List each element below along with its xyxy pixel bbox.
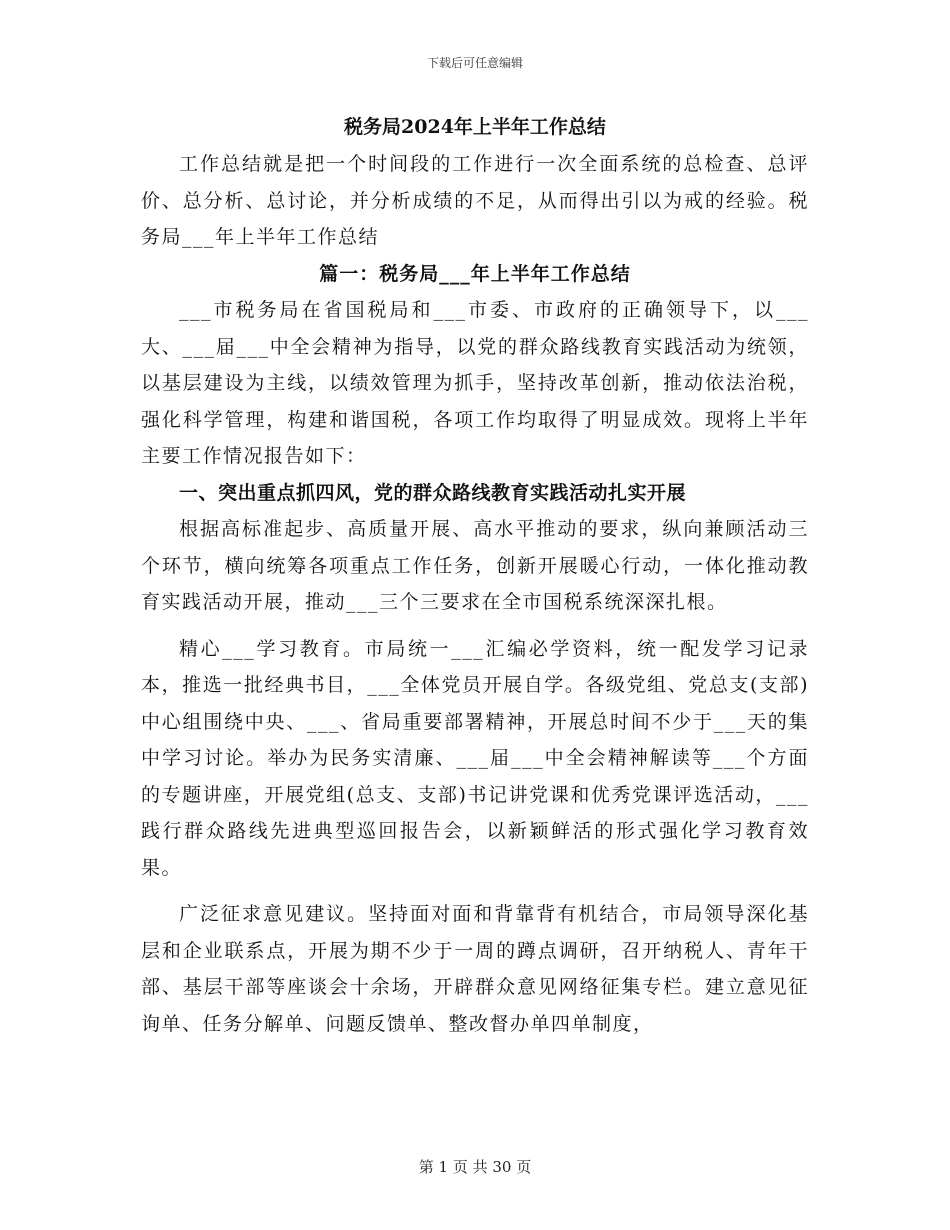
paragraph-1: ___市税务局在省国税局和___市委、市政府的正确领导下，以___大、___届___中全会精神为指导，以党的群众路线教育实践活动为统领，以基层建设为主线，以绩效管理为抓手，坚持改革创新，推动依法治税，强化科学管理，构建和谐国税，各项工作均取得了明显成效。现将上半年主要工作情况报告如下： xyxy=(141,299,809,467)
document-title: 税务局2024年上半年工作总结 xyxy=(344,116,606,138)
subheading-1: 一、突出重点抓四风，党的群众路线教育实践活动扎实开展 xyxy=(179,481,687,504)
paragraph-3: 精心___学习教育。市局统一___汇编必学资料，统一配发学习记录本，推选一批经典书目，___全体党员开展自学。各级党组、党总支(支部)中心组围绕中央、___、省局重要部署精神，开展总时间不少于___天的集中学习讨论。举办为民务实清廉、___届___中全会精神解读等___个方面的专题讲座，开展党组(总支、支部)书记讲党课和优秀党课评选活动，___践行群众路线先进典型巡回报告会，以新颖鲜活的形式强化学习教育效果。 xyxy=(141,637,809,879)
header-note: 下载后可任意编辑 xyxy=(426,56,523,70)
document-body xyxy=(141,108,809,1042)
paragraph-gap xyxy=(141,621,809,631)
page-number: 第 1 页 共 30 页 xyxy=(418,1158,532,1176)
paragraph-4: 广泛征求意见建议。坚持面对面和背靠背有机结合，市局领导深化基层和企业联系点，开展为期不少于一周的蹲点调研，召开纳税人、青年干部、基层干部等座谈会十余场，开辟群众意见网络征集专栏。建立意见征询单、任务分解单、问题反馈单、整改督办单四单制度， xyxy=(141,903,809,1035)
paragraph-2: 根据高标准起步、高质量开展、高水平推动的要求，纵向兼顾活动三个环节，横向统筹各项重点工作任务，创新开展暖心行动，一体化推动教育实践活动开展，推动___三个三要求在全市国税系统深深扎根。 xyxy=(141,518,809,613)
intro-paragraph: 工作总结就是把一个时间段的工作进行一次全面系统的总检查、总评价、总分析、总讨论，并分析成绩的不足，从而得出引以为戒的经验。税务局___年上半年工作总结 xyxy=(141,153,809,248)
paragraph-gap xyxy=(141,886,809,896)
section-heading: 篇一：税务局___年上半年工作总结 xyxy=(319,262,631,285)
